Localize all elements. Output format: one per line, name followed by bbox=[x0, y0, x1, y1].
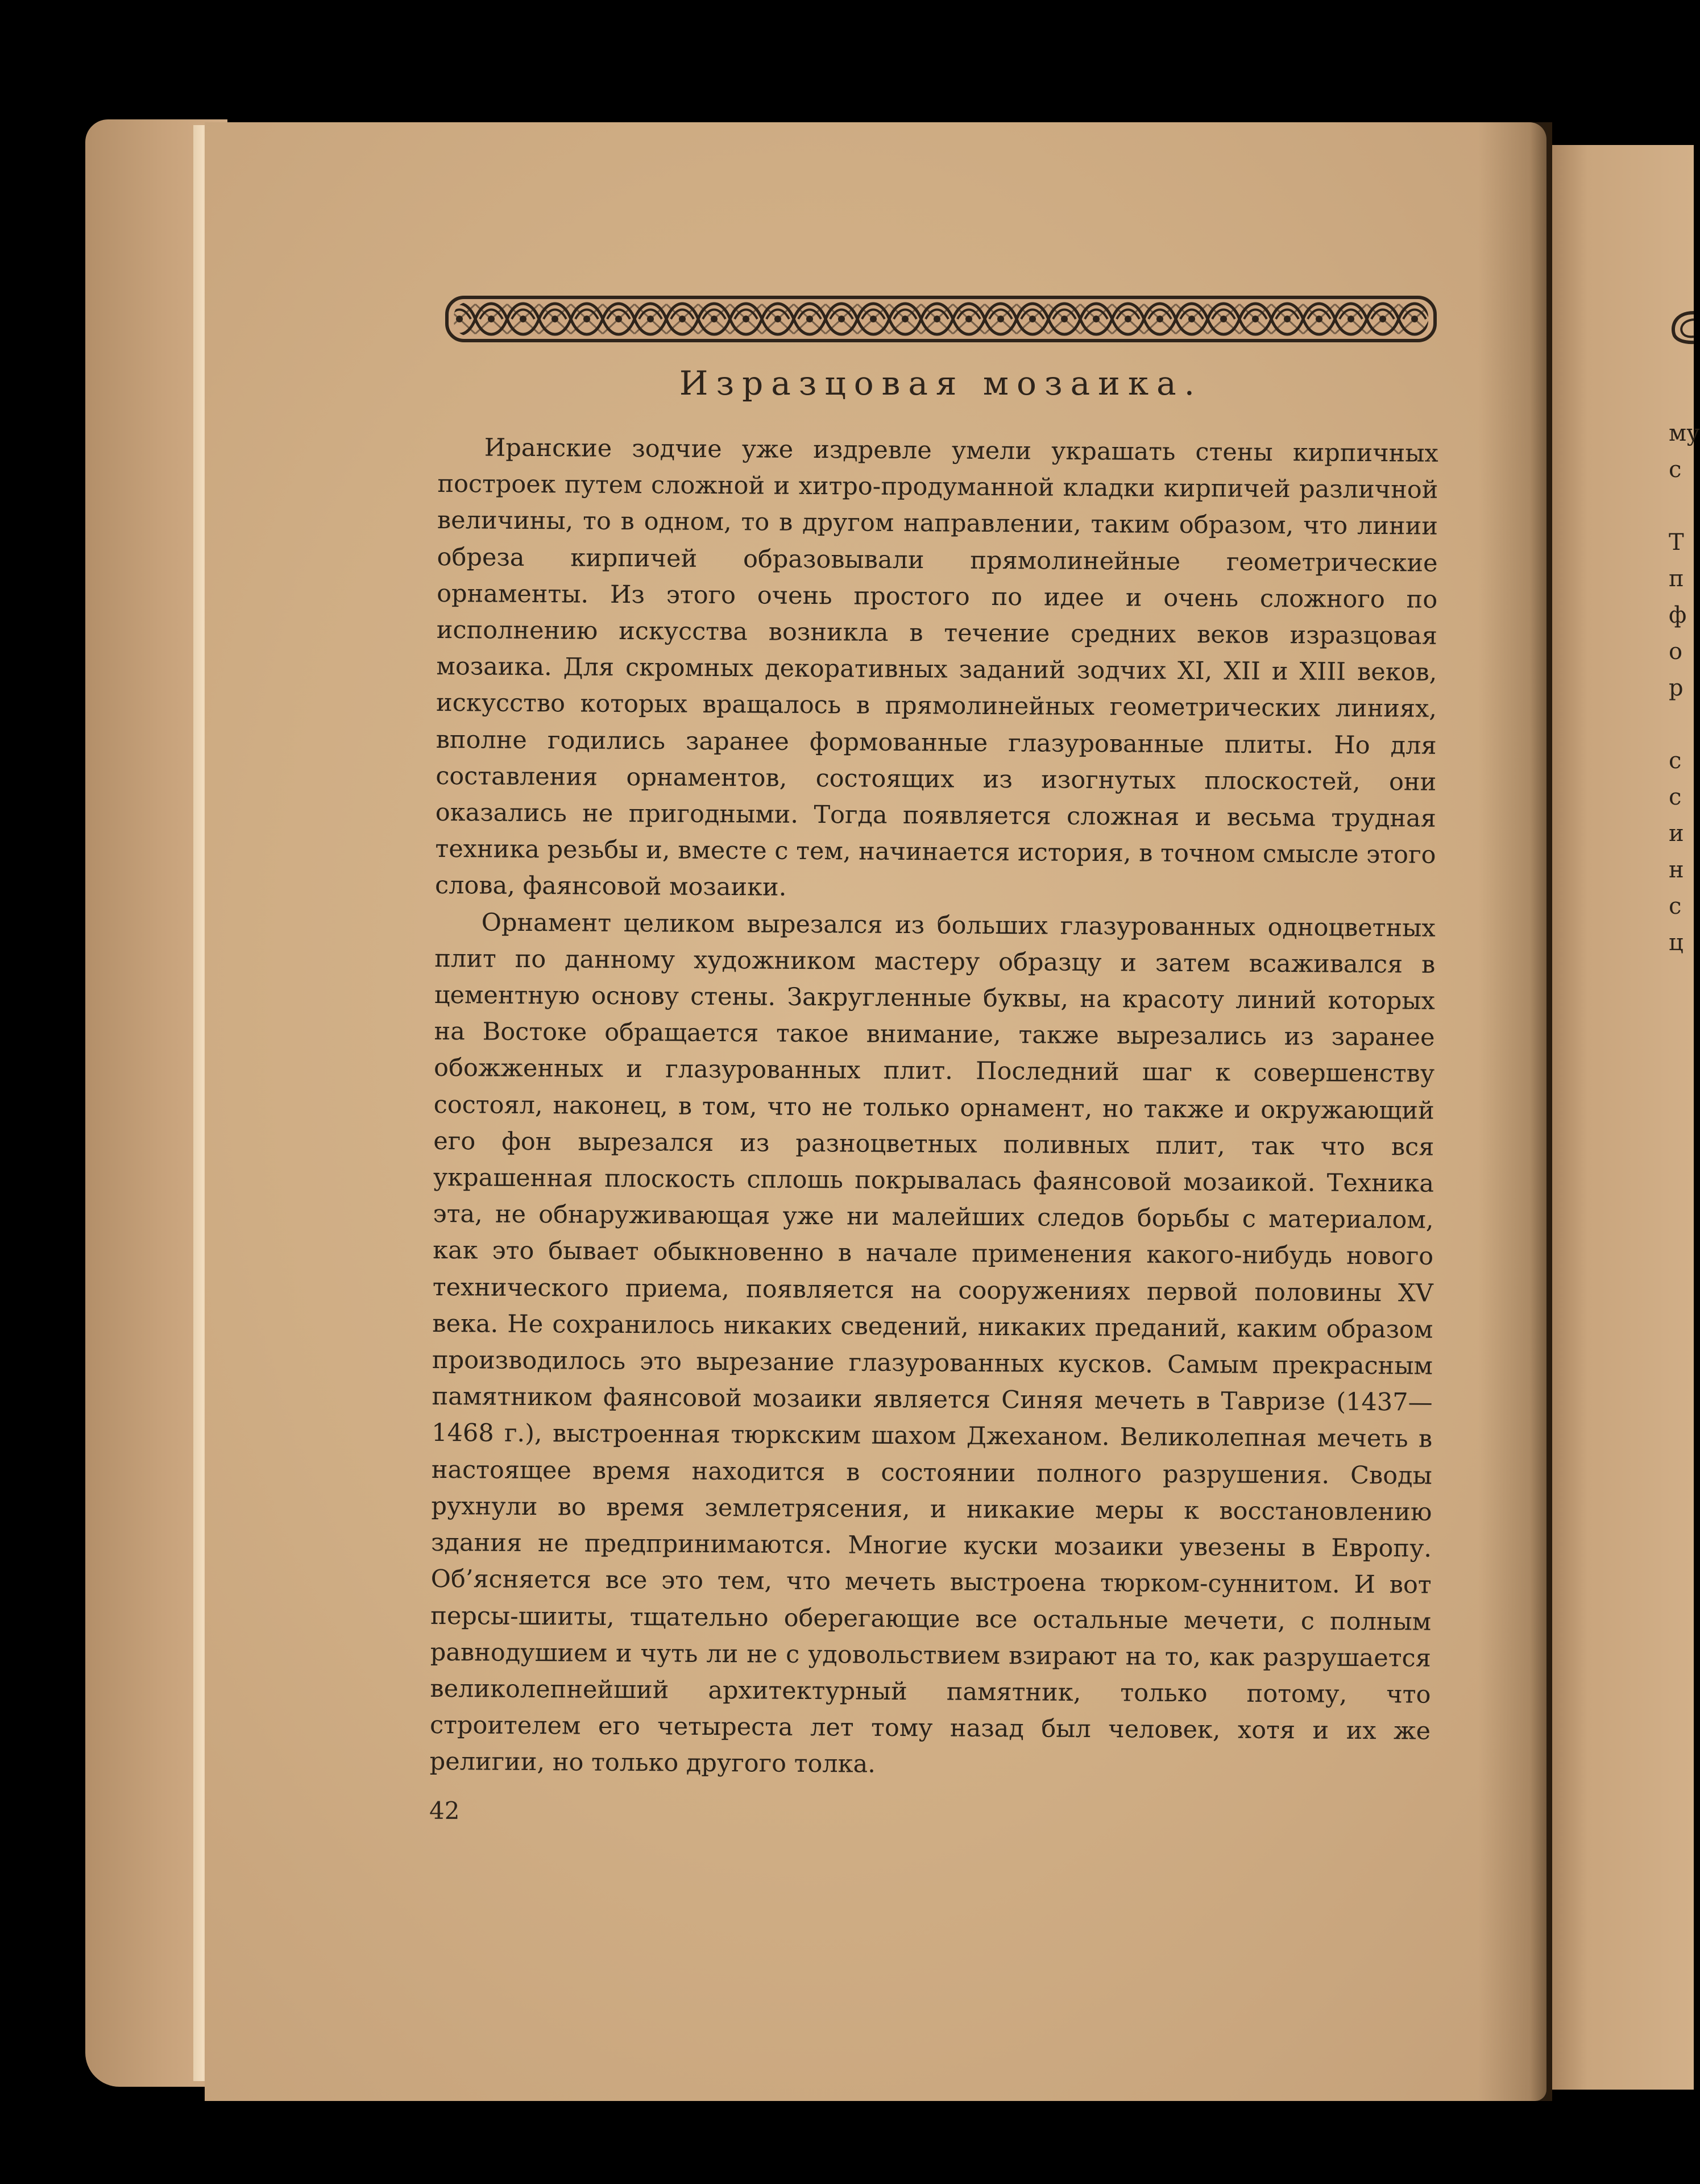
facing-line: с bbox=[1669, 457, 1682, 483]
paragraph-1: Иранские зодчие уже издревле умели украшать стены кирпичных построек путем сложной и хитро-продуманной кладки кирпичей различной величины, то в одном, то в другом направлении, таким образом, что линии обреза кирпичей образовывали прямолинейные геометрические орнаменты. Из этого очень простого по идее и очень сложного по исполнению искусства возникла в течение средних веков изразцовая мозаика. Для скромных декоративных заданий зодчих XI, XII и XIII веков, искусство которых вращалось в прямолинейных геометрических линиях, вполне годились заранее формованные глазурованные плиты. Но для составления орнаментов, состоящих из изогнутых плоскостей, они оказались не пригодными. Тогда появляется сложная и весьма трудная техника резьбы и, вместе с тем, начинается история, в точном смысле этого слова, фаянсовой мозаики. bbox=[434, 433, 1438, 902]
facing-page-text bbox=[1669, 415, 1700, 961]
facing-line: с bbox=[1669, 893, 1682, 919]
facing-line: ф bbox=[1669, 602, 1687, 628]
facing-line: и bbox=[1669, 820, 1684, 847]
gutter-shadow bbox=[1478, 122, 1552, 2101]
facing-line bbox=[1669, 706, 1694, 743]
facing-line: с bbox=[1669, 784, 1682, 810]
facing-line: о bbox=[1669, 639, 1683, 665]
facing-line: ц bbox=[1669, 930, 1684, 956]
facing-line: му bbox=[1669, 420, 1700, 446]
facing-line bbox=[1669, 488, 1694, 524]
facing-page-ornament bbox=[1669, 307, 1694, 347]
facing-line: р bbox=[1669, 675, 1684, 701]
paragraph-2: Орнамент целиком вырезался из больших глазурованных одноцветных плит по данному художником мастеру образцу и затем всаживался в цементную основу стены. Закругленные буквы, на красоту линий которых на Востоке обращается такое внимание, также вырезались из заранее обожженных и глазурованных плит. Последний шаг к совершенству состоял, наконец, в том, что не только орнамент, но также и окружающий его фон вырезался из разноцветных поливных плит, так что вся украшенная плоскость сплошь покрывалась фаянсовой мозаикой. Техника эта, не обнаруживающая уже ни малейших следов борьбы с материалом, как это бывает обыкновенно в начале применения какого-нибудь нового технического приема, появляется на сооружениях первой половины XV века. Не сохранилось никаких сведений, никаких преданий, каким образом производилось это вырезание глазурованных кусков. Самым прекрасным памятником фаянсовой мозаики является Синяя мечеть в Тавризе (1437—1468 г.), выстроенная тюркским шахом Джеханом. Великолепная мечеть в настоящее время находится в состоянии полного разрушения. Своды рухнули во время землетрясения, и никакие меры к восстановлению здания не предпринимаются. Многие куски мозаики увезены в Европу. Об’ясняется все это тем, что мечеть выстроена тюрком-суннитом. И вот персы-шииты, тщательно оберегающие все остальные мечети, с полным равнодушием и чуть ли не с удовольствием взирают на то, как разрушается великолепнейший архитектурный памятник, только потому, что строителем его четыреста лет тому назад был человек, хотя и их же религии, но только другого толка. bbox=[429, 908, 1436, 1779]
facing-line: п bbox=[1669, 566, 1684, 592]
page-title: Изразцовая мозаика. bbox=[679, 364, 1203, 403]
page-number: 42 bbox=[429, 1797, 460, 1825]
facing-line: Т bbox=[1669, 529, 1684, 556]
facing-line: н bbox=[1669, 857, 1684, 883]
facing-line: с bbox=[1669, 748, 1682, 774]
text-body bbox=[429, 429, 1438, 1786]
header-ornament bbox=[443, 293, 1438, 345]
